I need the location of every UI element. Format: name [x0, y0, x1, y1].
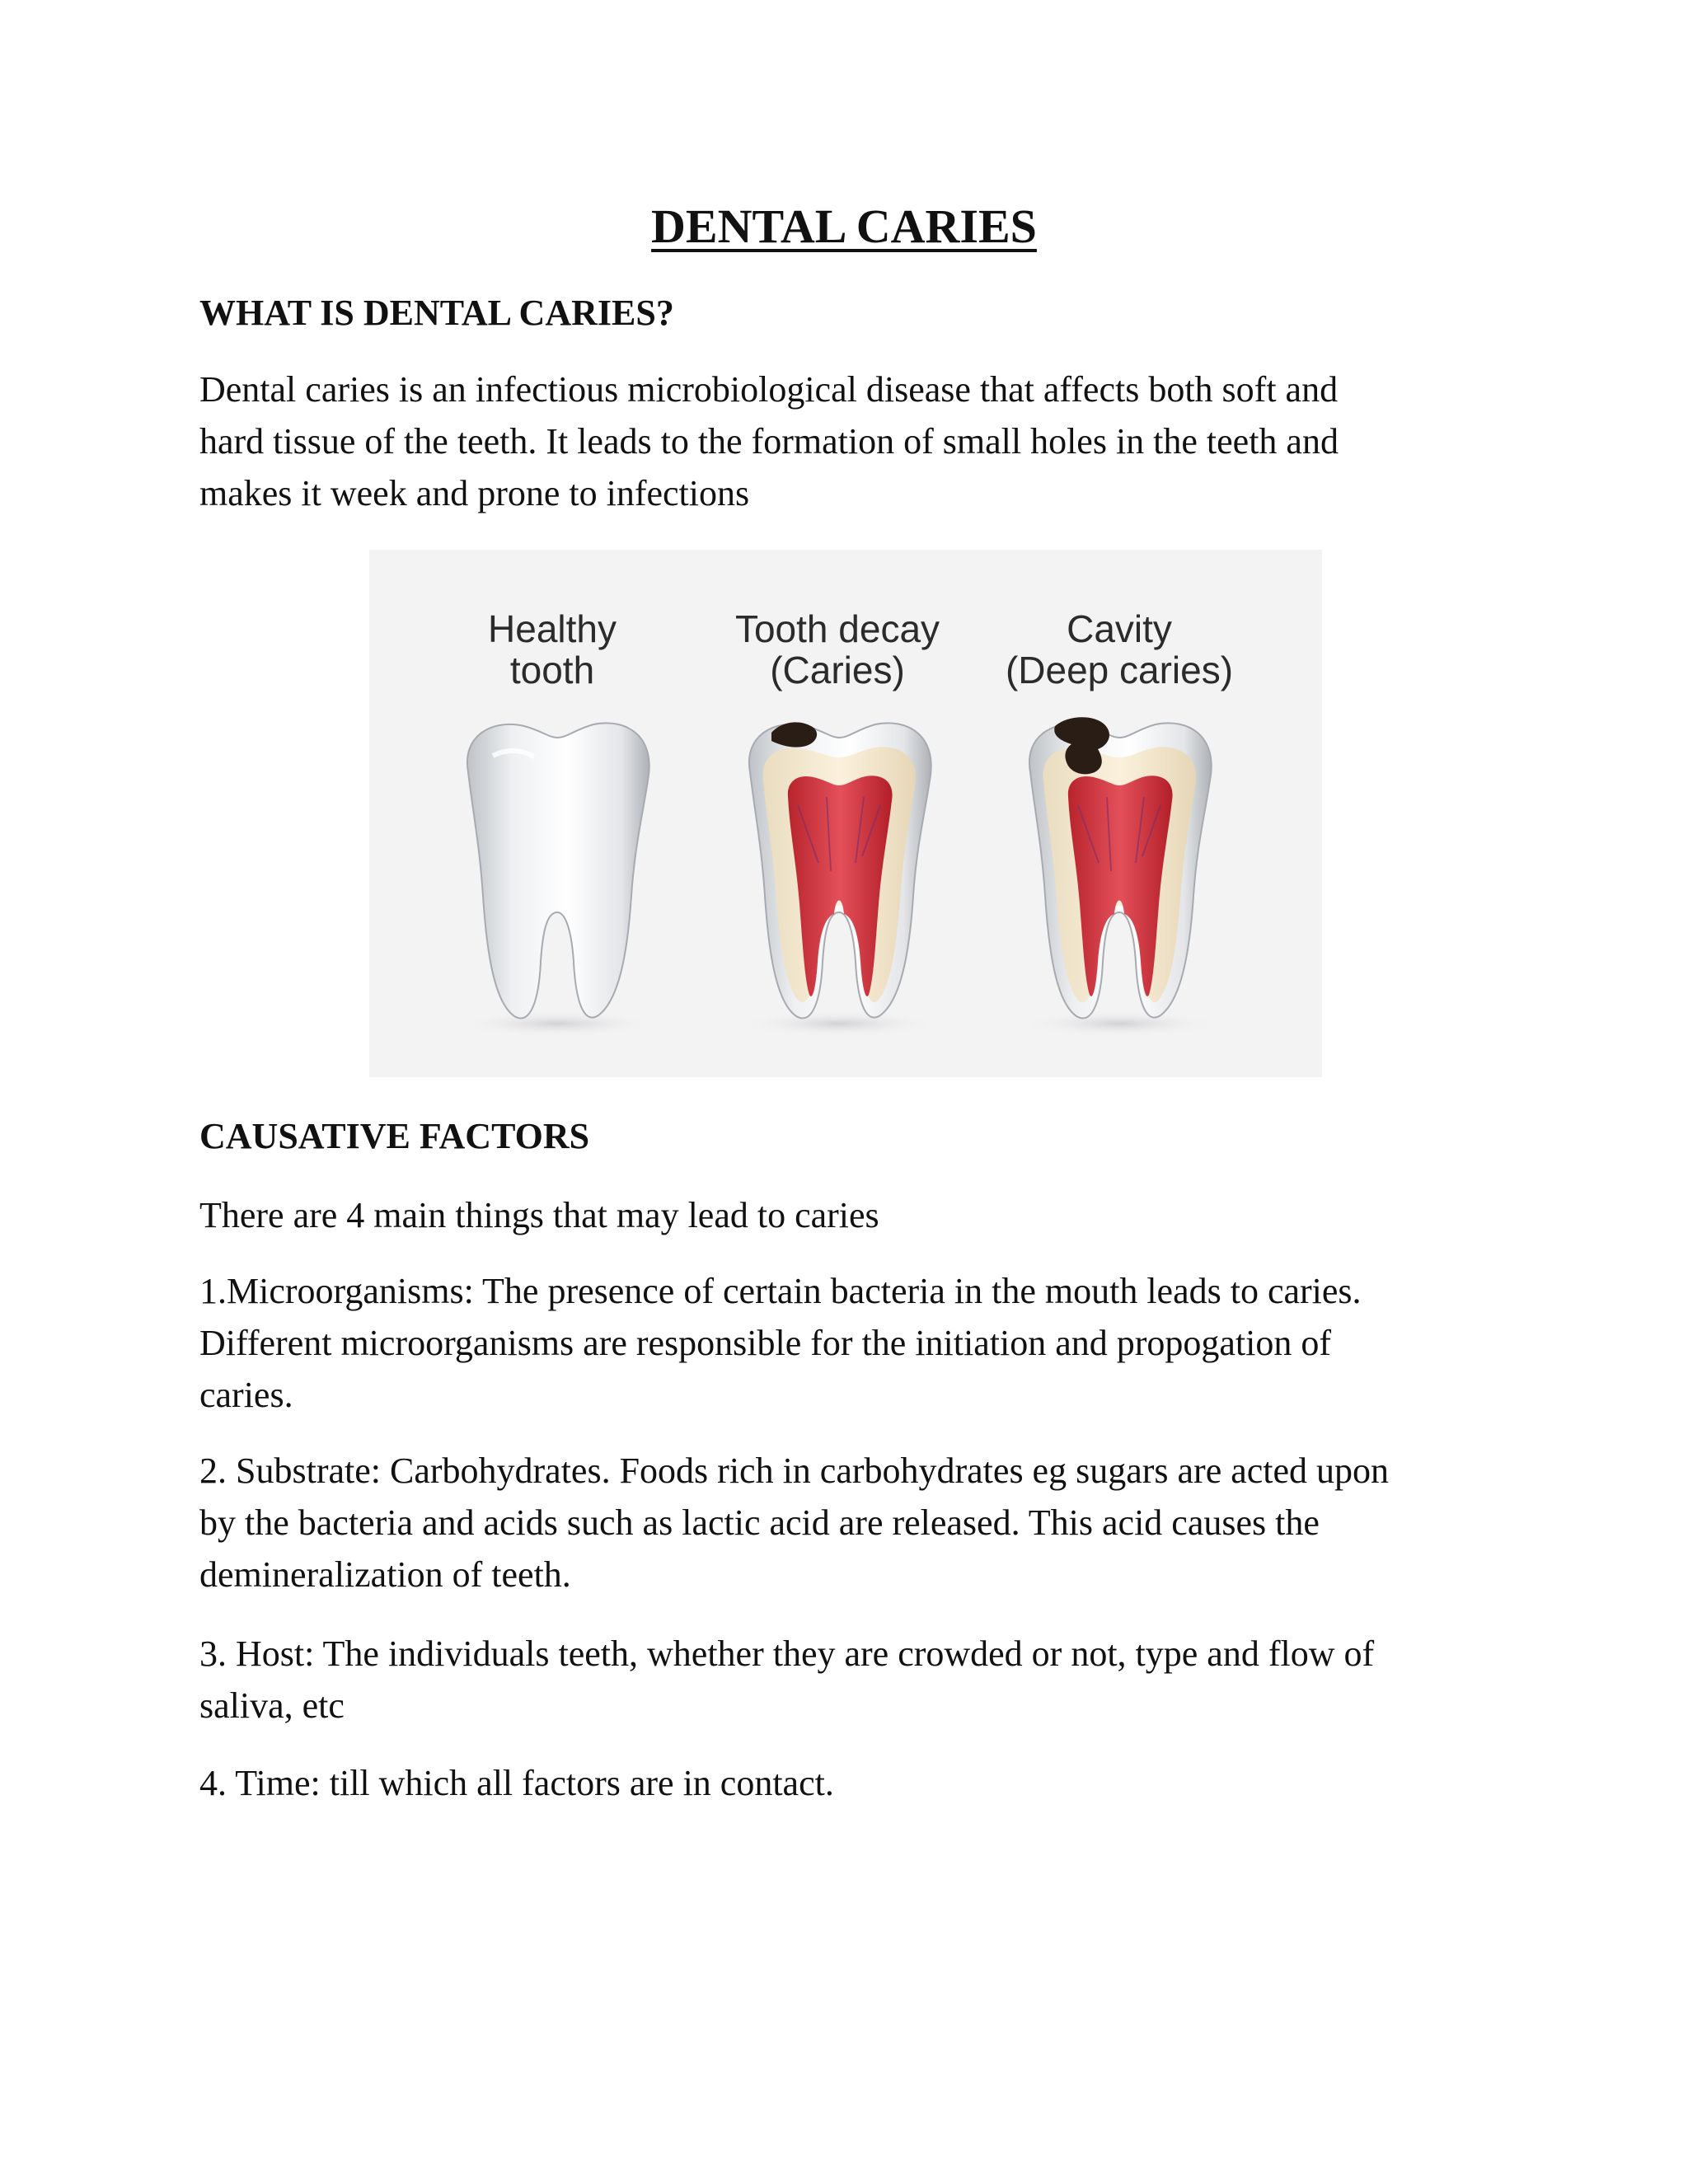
- label-tooth-decay: [735, 607, 940, 691]
- factor-line: saliva, etc: [199, 1685, 345, 1726]
- factor-line: 4. Time: till which all factors are in contact.: [199, 1763, 834, 1803]
- document-title-text: DENTAL CARIES: [651, 199, 1037, 253]
- factor-line: demineralization of teeth.: [199, 1554, 571, 1595]
- teeth-stages-graphic: [369, 550, 1322, 1077]
- label-cavity: [1006, 607, 1233, 691]
- tooth-decay-illustration: [369, 550, 1322, 1077]
- factor-microorganisms: [199, 1265, 1502, 1421]
- label-healthy-line1: Healthy: [488, 607, 617, 650]
- section-heading-causative-factors: CAUSATIVE FACTORS: [199, 1116, 590, 1156]
- label-cavity-line1: Cavity: [1067, 607, 1172, 650]
- label-decay-line1: Tooth decay: [734, 607, 940, 650]
- label-cavity-line2: (Deep caries): [1005, 649, 1234, 691]
- document-title: [0, 198, 1688, 255]
- decayed-tooth-icon: [740, 722, 938, 1037]
- factor-time: [199, 1757, 1502, 1809]
- factor-line: by the bacteria and acids such as lactic acid are released. This acid causes the: [199, 1502, 1320, 1543]
- definition-line: Dental caries is an infectious microbiological disease that affects both soft and: [199, 369, 1339, 410]
- factor-line: caries.: [199, 1375, 293, 1415]
- label-decay-line2: (Caries): [770, 649, 905, 691]
- healthy-tooth-icon: [458, 723, 656, 1037]
- factor-line: 3. Host: The individuals teeth, whether they are crowded or not, type and flow of: [199, 1633, 1375, 1674]
- factors-intro: There are 4 main things that may lead to caries: [199, 1195, 879, 1235]
- definition-paragraph: [199, 363, 1502, 519]
- factor-line: Different microorganisms are responsible for the initiation and propogation of: [199, 1323, 1332, 1363]
- cavity-tooth-icon: [1020, 717, 1218, 1037]
- definition-line: hard tissue of the teeth. It leads to the formation of small holes in the teeth and: [199, 421, 1339, 462]
- factor-line: 2. Substrate: Carbohydrates. Foods rich in carbohydrates eg sugars are acted upon: [199, 1451, 1390, 1491]
- factor-line: 1.Microorganisms: The presence of certain bacteria in the mouth leads to caries.: [199, 1271, 1362, 1311]
- definition-line: makes it week and prone to infections: [199, 473, 750, 513]
- section-heading-what-is: WHAT IS DENTAL CARIES?: [199, 293, 674, 333]
- label-healthy-line2: tooth: [509, 649, 595, 691]
- factor-host: [199, 1628, 1502, 1732]
- label-healthy-tooth: [488, 607, 617, 691]
- factor-substrate: [199, 1445, 1502, 1601]
